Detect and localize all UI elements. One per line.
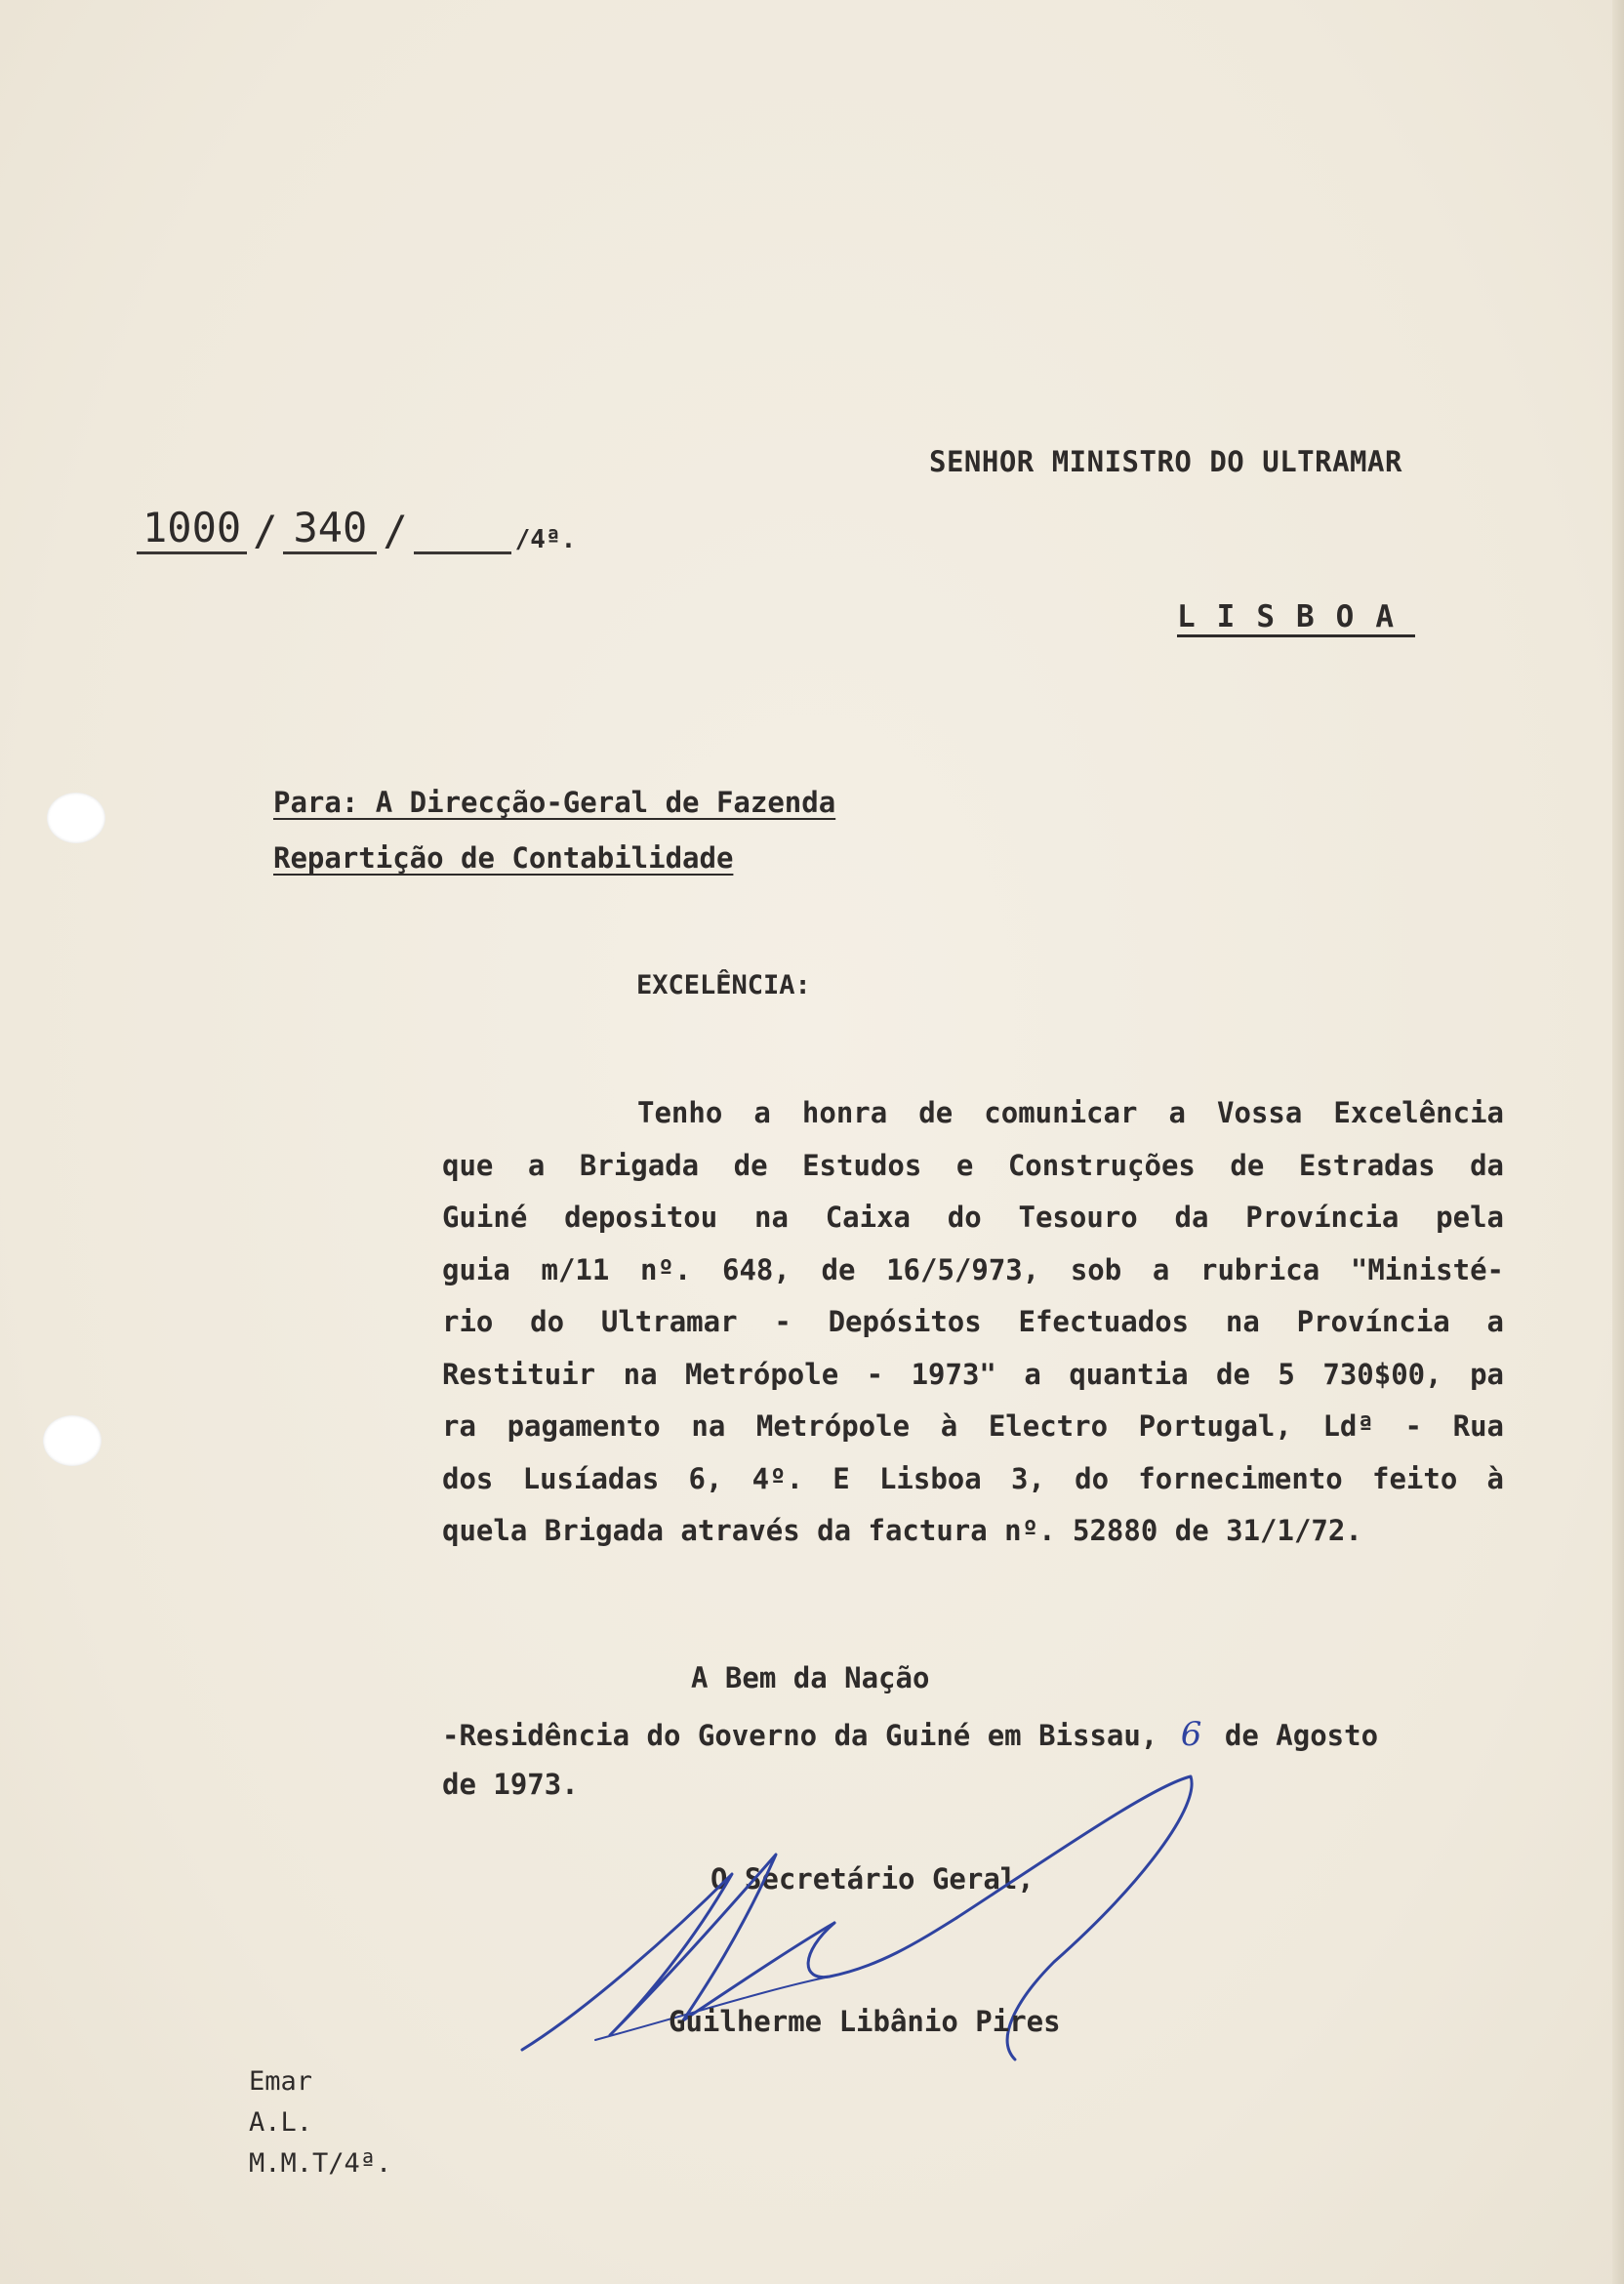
initials-line: M.M.T/4ª.: [249, 2148, 392, 2179]
letter-body: [442, 1087, 1504, 1558]
body-line: ra pagamento na Metrópole à Electro Portugal, Ldª - Rua: [442, 1409, 1504, 1443]
body-line: dos Lusíadas 6, 4º. E Lisboa 3, do fornecimento feito à: [442, 1461, 1504, 1495]
recipient-heading: SENHOR MINISTRO DO ULTRAMAR: [929, 445, 1402, 478]
body-line: guia m/11 nº. 648, de 16/5/973, sob a rubrica "Ministé-: [442, 1252, 1504, 1286]
body-line: quela Brigada através da factura nº. 52880 de 31/1/72.: [442, 1514, 1362, 1547]
closing-phrase: A Bem da Nação: [691, 1661, 930, 1694]
place-date-prefix: -Residência do Governo da Guiné em Bissau,: [442, 1719, 1158, 1752]
date-year: de 1973.: [442, 1768, 579, 1801]
signer-name: Guilherme Libânio Pires: [669, 2005, 1061, 2038]
initials-line: Emar: [249, 2066, 313, 2097]
addressee-line-1: Para: A Direcção-Geral de Fazenda: [273, 786, 836, 819]
typist-initials: [249, 2061, 391, 2184]
body-line: Tenho a honra de comunicar a Vossa Excelência: [637, 1096, 1504, 1129]
reference-number: [137, 496, 576, 554]
place-date-suffix: de Agosto: [1224, 1719, 1379, 1752]
handwritten-day: 6: [1180, 1715, 1202, 1754]
reference-separator: /: [253, 507, 278, 554]
body-line: Restituir na Metrópole - 1973" a quantia de 5 730$00, pa: [442, 1357, 1504, 1391]
punch-hole-bottom: [43, 1415, 102, 1466]
body-line: que a Brigada de Estudos e Construções de Estradas da: [442, 1148, 1504, 1182]
reference-code: 340: [283, 504, 377, 554]
recipient-city: LISBOA: [1177, 599, 1415, 634]
reference-suffix: /4ª.: [514, 525, 577, 554]
reference-separator: /: [383, 507, 408, 554]
addressee-line-2: Repartição de Contabilidade: [273, 841, 734, 875]
signer-title: O Secretário Geral,: [710, 1862, 1035, 1896]
salutation: EXCELÊNCIA:: [636, 970, 811, 1000]
initials-line: A.L.: [249, 2107, 313, 2138]
body-line: rio do Ultramar - Depósitos Efectuados na Província a: [442, 1305, 1504, 1338]
reference-blank: [414, 512, 511, 554]
body-line: Guiné depositou na Caixa do Tesouro da Província pela: [442, 1201, 1504, 1234]
reference-number-main: 1000: [137, 504, 247, 554]
paper-edge: [1612, 0, 1624, 2284]
punch-hole-top: [47, 793, 105, 843]
